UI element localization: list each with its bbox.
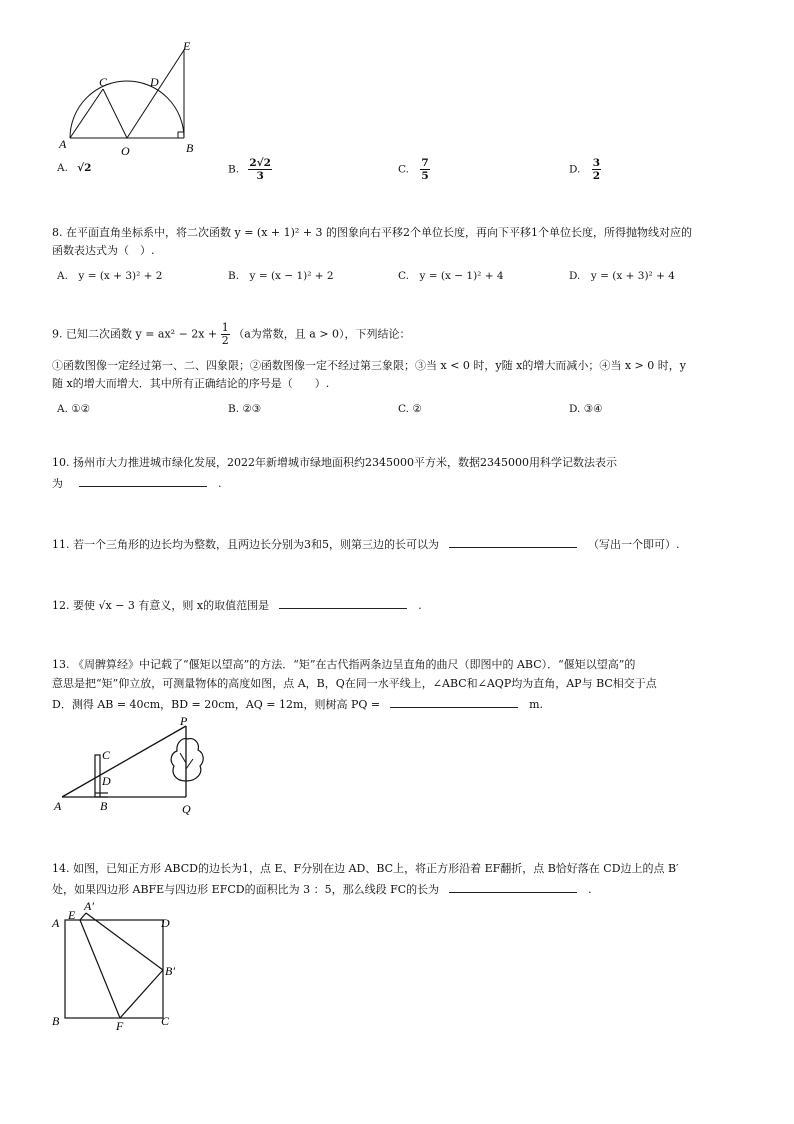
fraction-numerator: 2√2 — [249, 157, 271, 169]
q9-line1-post: （a为常数，且 a > 0），下列结论： — [233, 327, 411, 341]
q14-line2-pre: 处，如果四边形 ABFE与四边形 EFCD的面积比为 3 ：5，那么线段 FC的长为 — [52, 883, 440, 896]
option-label: D. — [569, 163, 581, 176]
fig13-label-a: A — [54, 799, 62, 813]
q9-line1-pre: 9. 已知二次函数 y = ax² − 2x + — [52, 327, 218, 341]
option-label: A. — [57, 162, 68, 174]
fig13-label-d: D — [102, 774, 111, 788]
q13-figure — [50, 715, 220, 820]
q14-line2 — [52, 881, 592, 897]
q11-post: （写出一个即可）. — [588, 538, 680, 551]
fig7-label-b: B — [186, 141, 194, 155]
q11-line — [52, 536, 680, 552]
right-angle-mark — [178, 132, 184, 138]
fig13-label-c: C — [102, 748, 111, 762]
q8-option-a: A. y = (x + 3)² + 2 — [57, 270, 163, 282]
q14-figure — [48, 898, 188, 1033]
q9-option-b: B. ②③ — [228, 403, 262, 415]
q10-line1: 10. 扬州市大力推进城市绿化发展，2022年新增城市绿地面积约2345000平方米，数据2345000用科学记数法表示 — [52, 456, 617, 469]
option-fraction — [248, 157, 272, 182]
q10-answer-blank[interactable] — [79, 475, 207, 487]
fig14-label-f: F — [116, 1019, 124, 1033]
fig13-label-b: B — [100, 799, 108, 813]
q14-answer-blank[interactable] — [449, 881, 577, 893]
q13-line3 — [52, 696, 543, 712]
q9-option-c: C. ② — [398, 403, 422, 415]
q9-line1 — [52, 322, 411, 347]
q12-post: . — [418, 599, 422, 612]
fraction-denominator: 2 — [221, 334, 229, 347]
fig7-label-e: E — [183, 40, 191, 53]
q13-answer-blank[interactable] — [390, 696, 518, 708]
fig7-label-c: C — [99, 75, 108, 89]
q13-line3-pre: D．测得 AB = 40cm，BD = 20cm，AQ = 12m，则树高 PQ = — [52, 698, 381, 711]
q12-answer-blank[interactable] — [279, 597, 407, 609]
q8-line1: 8. 在平面直角坐标系中，将二次函数 y = (x + 1)² + 3 的图象向右平移2个单位长度，再向下平移1个单位长度，所得抛物线对应的 — [52, 226, 693, 239]
q11-answer-blank[interactable] — [449, 536, 577, 548]
q11-pre: 11. 若一个三角形的边长均为整数，且两边长分别为3和5，则第三边的长可以为 — [52, 538, 439, 551]
option-fraction — [592, 157, 601, 182]
q10-line2-pre: 为 — [52, 477, 63, 490]
fraction-numerator: 3 — [592, 157, 601, 169]
tree-canopy-icon — [171, 739, 203, 781]
fraction-denominator: 3 — [256, 170, 264, 182]
tree-branch — [180, 753, 186, 763]
segment-a-prime-e — [80, 913, 86, 920]
q8-option-d: D. y = (x + 3)² + 4 — [569, 270, 675, 282]
fig14-label-b: B — [52, 1014, 60, 1028]
q8-option-b: B. y = (x − 1)² + 2 — [228, 270, 334, 282]
q14-line1: 14. 如图，已知正方形 ABCD的边长为1，点 E、F分别在边 AD、BC上，将正方形沿着 EF翻折，点 B恰好落在 CD边上的点 B′ — [52, 862, 679, 875]
fig13-label-q: Q — [182, 802, 191, 816]
q8-option-c: C. y = (x − 1)² + 4 — [398, 270, 504, 282]
q8-line2: 函数表达式为（ ）. — [52, 244, 155, 257]
fig13-label-p: P — [180, 715, 188, 728]
q12-line — [52, 597, 422, 613]
fig14-label-a: A — [52, 916, 60, 930]
q14-line2-post: . — [588, 883, 592, 896]
q9-option-d: D. ③④ — [569, 403, 603, 415]
q13-line2: 意思是把“矩”仰立放，可测量物体的高度如图，点 A，B，Q在同一水平线上，∠ABC和∠AQP均为直角，AP与 BC相交于点 — [52, 677, 657, 690]
q9-line2: ①函数图像一定经过第一、二、四象限；②函数图像一定不经过第三象限；③当 x < 0 时，y随 x的增大而减小；④当 x > 0 时，y — [52, 359, 686, 372]
segment-co — [103, 89, 127, 138]
fraction-numerator: 7 — [421, 157, 429, 169]
q7-option-d — [569, 157, 601, 182]
q9-option-a: A. ①② — [57, 403, 91, 415]
semicircle-arc — [70, 81, 184, 138]
q12-pre: 12. 要使 √x − 3 有意义，则 x的取值范围是 — [52, 599, 270, 612]
fig7-label-a: A — [59, 137, 67, 151]
option-value: √2 — [77, 162, 92, 174]
fig7-label-d: D — [150, 75, 159, 89]
q9-fraction — [221, 322, 230, 347]
fig14-label-d: D — [161, 916, 170, 930]
q13-line3-post: m. — [529, 698, 544, 711]
segment-oe — [127, 50, 184, 138]
option-fraction — [420, 157, 429, 182]
tree-branch — [186, 759, 193, 769]
fraction-numerator: 1 — [221, 321, 229, 334]
option-label: C. — [398, 163, 409, 176]
fig14-label-e: E — [68, 908, 76, 922]
q9-line3: 随 x的增大而增大．其中所有正确结论的序号是（ ）. — [52, 377, 330, 390]
q7-option-a — [57, 161, 91, 175]
fraction-denominator: 2 — [592, 170, 601, 182]
fold-line-ef — [80, 920, 120, 1018]
q7-option-b — [228, 157, 272, 182]
q10-line2-post: . — [218, 477, 222, 490]
segment-fb-prime — [120, 970, 163, 1018]
fig7-label-o: O — [121, 144, 130, 158]
q7-option-c — [398, 157, 430, 182]
sight-line-ap — [62, 726, 186, 797]
option-label: B. — [228, 163, 240, 176]
q10-line2 — [52, 475, 222, 491]
q13-line1: 13. 《周髀算经》中记载了“偃矩以望高”的方法．“矩”在古代指两条边呈直角的曲尺（即图中的 ABC）．“偃矩以望高”的 — [52, 658, 636, 671]
fig14-label-b-prime: B′ — [165, 964, 175, 978]
fraction-denominator: 5 — [421, 170, 429, 182]
q7-figure — [55, 40, 205, 160]
fig14-label-c: C — [161, 1014, 170, 1028]
fig14-label-a-prime: A′ — [84, 899, 94, 913]
